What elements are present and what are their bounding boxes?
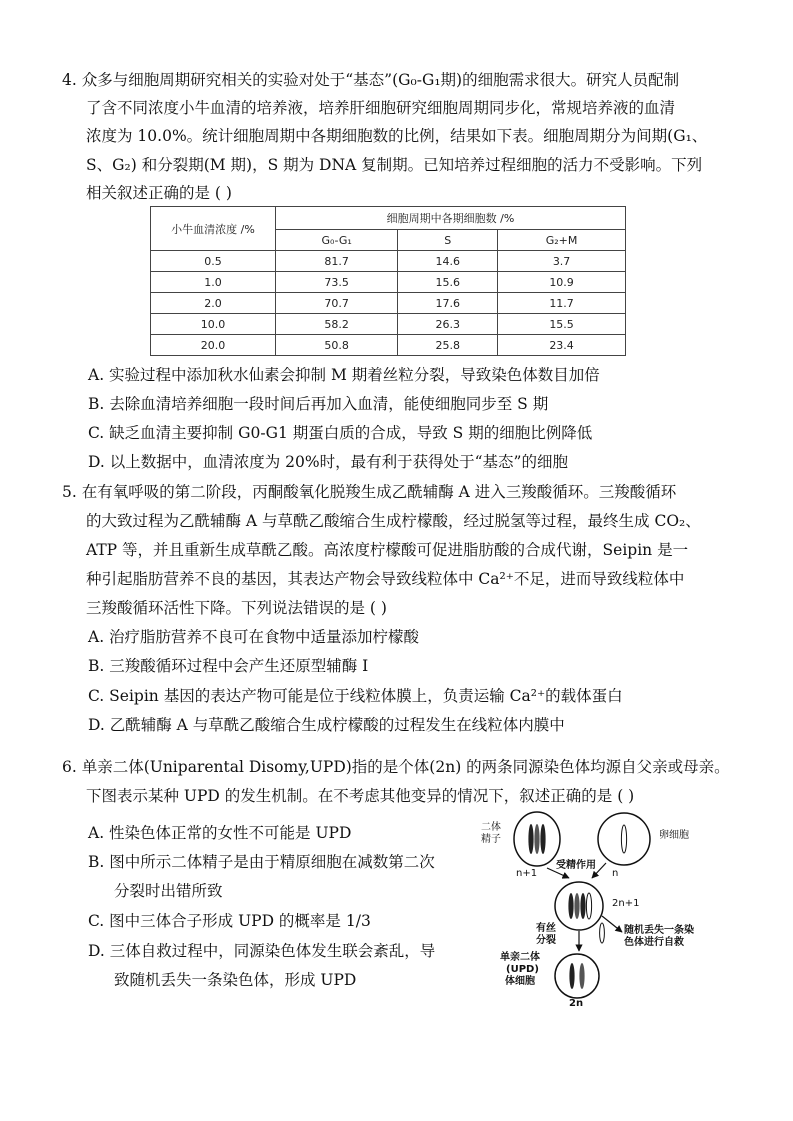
table-col-header: S [398,230,498,251]
q5-option-c[interactable]: C. Seipin 基因的表达产物可能是位于线粒体膜上，负责运输 Ca²⁺的载体蛋白 [88,687,623,705]
q6-option-b-cont: 分裂时出错所致 [114,882,223,900]
table-row [151,293,626,314]
q6-option-d-cont: 致随机丢失一条染色体，形成 UPD [114,971,357,989]
q6-option-b[interactable]: B. 图中所示二体精子是由于精原细胞在减数第二次 [88,853,435,871]
q5-line-4: 种引起脂肪营养不良的基因，其表达产物会导致线粒体中 Ca²⁺不足，进而导致线粒体中 [86,570,685,588]
table-row [151,272,626,293]
table-cell: 58.2 [276,314,398,335]
table-row [151,251,626,272]
egg-cell [598,813,650,865]
table-col-header: G₂+M [498,230,626,251]
q4-option-d[interactable]: D. 以上数据中，血清浓度为 20%时，最有利于获得处于“基态”的细胞 [88,453,568,471]
label-n-plus-1: n+1 [516,868,538,879]
table-cell: 23.4 [498,335,626,356]
table-cell: 17.6 [398,293,498,314]
q6-option-d[interactable]: D. 三体自救过程中，同源染色体发生联会紊乱，导 [88,942,436,960]
table-cell: 10.9 [498,272,626,293]
label-2n: 2n [569,998,584,1008]
q5-line-3: ATP 等，并且重新生成草酰乙酸。高浓度柠檬酸可促进脂肪酸的合成代谢，Seipin 是一 [86,541,689,559]
q5-line-1: 5. 在有氧呼吸的第二阶段，丙酮酸氧化脱羧生成乙酰辅酶 A 进入三羧酸循环。三羧酸循环 [62,483,677,501]
q4-line-5: 相关叙述正确的是 ( ) [86,184,232,202]
q4-data-table [150,206,626,356]
table-cell: 3.7 [498,251,626,272]
label-egg: 卵细胞 [659,830,689,841]
q4-option-a[interactable]: A. 实验过程中添加秋水仙素会抑制 M 期着丝粒分裂，导致染色体数目加倍 [88,366,600,384]
table-col-header: G₀-G₁ [276,230,398,251]
table-row [151,314,626,335]
label-2n-plus-1: 2n+1 [612,898,640,909]
label-upd-1: 单亲二体 [500,952,540,963]
table-cell: 73.5 [276,272,398,293]
q6-line-2: 下图表示某种 UPD 的发生机制。在不考虑其他变异的情况下，叙述正确的是 ( ) [86,787,635,805]
table-cell: 0.5 [151,251,276,272]
label-rescue-2: 色体进行自救 [624,937,684,948]
q5-option-d[interactable]: D. 乙酰辅酶 A 与草酰乙酸缩合生成柠檬酸的过程发生在线粒体内膜中 [88,716,565,734]
lost-chromosome [600,923,605,943]
table-cell: 15.6 [398,272,498,293]
table-cell: 25.8 [398,335,498,356]
table-cell: 70.7 [276,293,398,314]
q4-line-3: 浓度为 10.0%。统计细胞周期中各期细胞数的比例，结果如下表。细胞周期分为间期(G₁、 [86,127,708,145]
table-cell: 2.0 [151,293,276,314]
arrow-rescue [602,916,622,932]
q5-line-2: 的大致过程为乙酰辅酶 A 与草酰乙酸缩合生成柠檬酸，经过脱氢等过程，最终生成 CO₂、 [86,512,701,530]
table-cell: 81.7 [276,251,398,272]
table-group-header: 细胞周期中各期细胞数 /% [276,207,626,230]
label-upd-3: 体细胞 [505,976,535,987]
q4-option-c[interactable]: C. 缺乏血清主要抑制 G0-G1 期蛋白质的合成，导致 S 期的细胞比例降低 [88,424,593,442]
trisomic-zygote [555,882,603,930]
disomic-sperm-cell [514,812,560,866]
q4-line-4: S、G₂) 和分裂期(M 期)，S 期为 DNA 复制期。已知培养过程细胞的活力不受影响。下列 [86,156,703,174]
label-sperm-2: 精子 [481,834,501,845]
q6-option-a[interactable]: A. 性染色体正常的女性不可能是 UPD [88,824,352,842]
table-cell: 50.8 [276,335,398,356]
table-cell: 1.0 [151,272,276,293]
label-n: n [612,868,619,879]
q6-option-c[interactable]: C. 图中三体合子形成 UPD 的概率是 1/3 [88,912,371,930]
table-cell: 26.3 [398,314,498,335]
table-row [151,335,626,356]
table-cell: 11.7 [498,293,626,314]
q5-option-b[interactable]: B. 三羧酸循环过程中会产生还原型辅酶 I [88,657,369,675]
q4-option-b[interactable]: B. 去除血清培养细胞一段时间后再加入血清，能使细胞同步至 S 期 [88,395,549,413]
upd-mechanism-diagram [474,808,734,1008]
q4-line-1: 4. 众多与细胞周期研究相关的实验对处于“基态”(G₀-G₁期)的细胞需求很大。研究人员配制 [62,71,680,89]
label-upd-2: (UPD) [506,964,539,975]
table-row-header: 小牛血清浓度 /% [151,207,276,251]
q4-line-2: 了含不同浓度小牛血清的培养液，培养肝细胞研究细胞周期同步化，常规培养液的血清 [86,99,676,117]
label-rescue-1: 随机丢失一条染 [624,925,694,936]
table-cell: 14.6 [398,251,498,272]
q5-line-5: 三羧酸循环活性下降。下列说法错误的是 ( ) [86,599,387,617]
table-cell: 20.0 [151,335,276,356]
q5-option-a[interactable]: A. 治疗脂肪营养不良可在食物中适量添加柠檬酸 [88,628,420,646]
label-sperm-1: 二体 [481,822,501,833]
q6-line-1: 6. 单亲二体(Uniparental Disomy,UPD)指的是个体(2n) 的两条同源染色体均源自父亲或母亲。 [62,758,730,776]
table-cell: 10.0 [151,314,276,335]
label-mitosis-2: 分裂 [536,935,556,946]
table-cell: 15.5 [498,314,626,335]
upd-somatic-cell [555,954,599,998]
label-mitosis-1: 有丝 [536,923,556,934]
label-fertilization: 受精作用 [556,860,596,871]
